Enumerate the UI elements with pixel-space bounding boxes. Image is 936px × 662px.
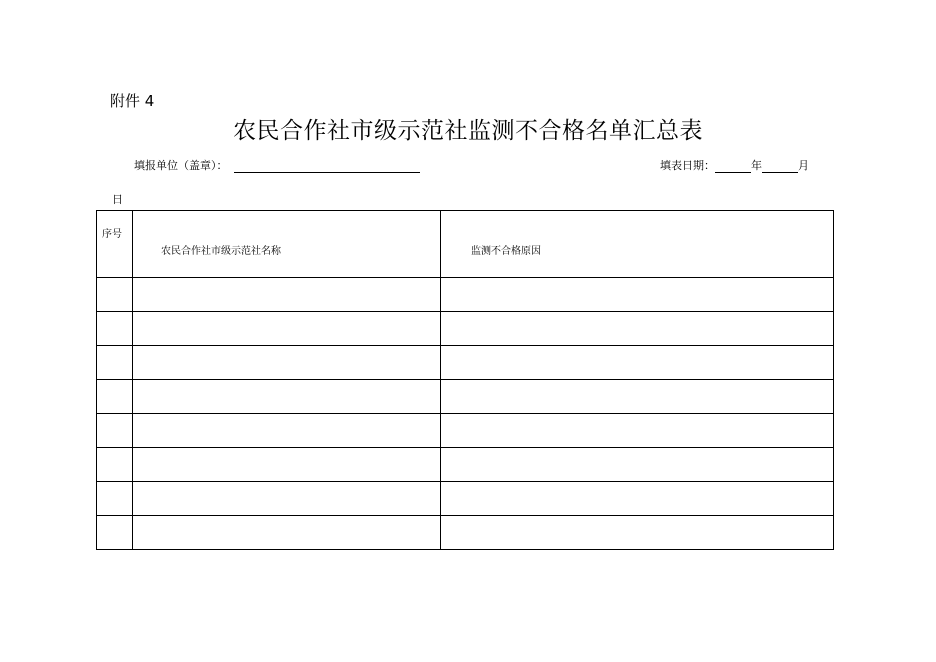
table-cell-seq[interactable] [97,414,133,448]
table-cell-reason[interactable] [441,482,834,516]
header-name: 农民合作社市级示范社名称 [161,246,281,257]
fill-unit-label: 填报单位（盖章）： [134,159,228,172]
fill-date-label: 填表日期： [660,159,715,172]
table-cell-seq[interactable] [97,448,133,482]
table-cell-name[interactable] [133,278,441,312]
table-cell-name[interactable] [133,346,441,380]
month-label: 月 [798,159,809,172]
table-row [97,346,834,380]
header-seq-cell [97,211,133,278]
table-cell-reason[interactable] [441,380,834,414]
page-title: 农民合作社市级示范社监测不合格名单汇总表 [233,118,703,144]
table-cell-seq[interactable] [97,346,133,380]
table-row [97,380,834,414]
table-cell-name[interactable] [133,482,441,516]
table-row [97,448,834,482]
header-seq: 序号 [102,229,122,240]
table-header-row [97,211,834,278]
table-cell-reason[interactable] [441,278,834,312]
table-cell-reason[interactable] [441,414,834,448]
header-name-cell [133,211,441,278]
table-cell-reason[interactable] [441,516,834,550]
table-cell-seq[interactable] [97,516,133,550]
fill-unit-blank [234,160,420,173]
table-row [97,312,834,346]
table-cell-name[interactable] [133,380,441,414]
year-blank [715,160,751,173]
table-row [97,482,834,516]
table-cell-seq[interactable] [97,312,133,346]
attachment-label: 附件 4 [110,92,155,110]
table-cell-reason[interactable] [441,312,834,346]
table-cell-name[interactable] [133,516,441,550]
table-row [97,278,834,312]
table-cell-reason[interactable] [441,346,834,380]
day-label: 日 [112,193,123,206]
month-blank [762,160,798,173]
table-cell-name[interactable] [133,414,441,448]
table-cell-seq[interactable] [97,278,133,312]
header-reason-cell [441,211,834,278]
fill-unit-line [134,157,420,173]
table-cell-seq[interactable] [97,380,133,414]
table-row [97,516,834,550]
table-cell-reason[interactable] [441,448,834,482]
header-reason: 监测不合格原因 [471,246,541,257]
year-label: 年 [751,159,762,172]
table-cell-seq[interactable] [97,482,133,516]
fill-date-line [660,157,809,173]
table-cell-name[interactable] [133,312,441,346]
table-row [97,414,834,448]
summary-table [96,210,834,550]
table-cell-name[interactable] [133,448,441,482]
